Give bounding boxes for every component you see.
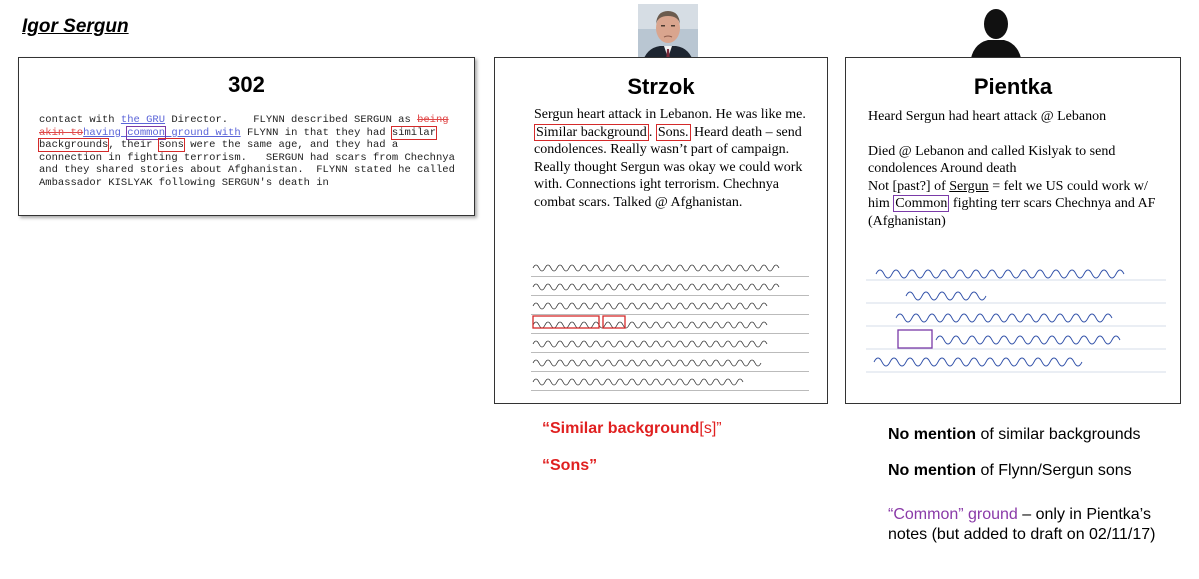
common-highlight: common bbox=[127, 126, 166, 139]
text-line: Heard Sergun had heart attack @ Lebanon bbox=[868, 109, 1107, 124]
panel-302-heading: 302 bbox=[228, 72, 265, 97]
panel-strzok bbox=[494, 57, 828, 404]
sons-highlight: sons bbox=[158, 139, 184, 151]
panel-strzok-heading: Strzok bbox=[627, 74, 695, 99]
pientka-transcription bbox=[868, 108, 1173, 230]
caption-text: – only in Pientka’s notes (but added to draft on 02/11/17) bbox=[888, 506, 1156, 543]
text-line: Died @ Lebanon and called Kislyak to send condolences Around death bbox=[868, 143, 1116, 176]
sons-highlight: Sons. bbox=[657, 124, 689, 140]
strzok-photo bbox=[638, 4, 698, 64]
caption-bold: No mention bbox=[888, 462, 976, 479]
caption-bold: No mention bbox=[888, 426, 976, 443]
panel-302 bbox=[18, 57, 475, 216]
strzok-transcription bbox=[534, 106, 816, 211]
caption-text: “Similar background bbox=[542, 420, 700, 437]
text-fragment: fighting terr scars Chechnya and AF (Afghanistan) bbox=[868, 196, 1156, 229]
struck-text: being bbox=[417, 114, 449, 126]
text-fragment: Sergun bbox=[949, 178, 989, 194]
pientka-handwritten-notes-image bbox=[866, 258, 1166, 388]
text-fragment: , their bbox=[108, 139, 159, 151]
struck-text: akin to bbox=[39, 126, 84, 139]
similar-highlight: similar bbox=[391, 126, 436, 139]
caption-purple: “Common” ground bbox=[888, 506, 1018, 523]
text-fragment: contact with bbox=[39, 114, 121, 126]
pientka-silhouette-icon bbox=[968, 6, 1024, 64]
text-line: connection in fighting terrorism. SERGUN had scars from Chechnya bbox=[39, 151, 455, 164]
inserted-text: having bbox=[83, 126, 128, 139]
similar-background-highlight: Similar background bbox=[536, 124, 647, 140]
text-fragment: Not [past?] of bbox=[868, 178, 950, 194]
text-fragment: FLYNN in that they had bbox=[240, 126, 392, 139]
caption-similar-background bbox=[542, 420, 722, 438]
form-302-text bbox=[39, 114, 469, 189]
caption-text: of similar backgrounds bbox=[976, 426, 1141, 443]
strzok-handwritten-notes-image bbox=[531, 258, 809, 394]
text-fragment: Director. FLYNN described SERGUN as bbox=[165, 114, 418, 126]
text-fragment: . bbox=[648, 124, 656, 140]
text-fragment: Sergun heart attack in Lebanon. He was like me. bbox=[534, 107, 806, 122]
caption-text: [s]” bbox=[699, 420, 722, 437]
caption-no-mention-sons bbox=[888, 462, 1132, 480]
common-highlight: Common bbox=[895, 196, 948, 211]
text-line: and they shared stories about Afghanistan. FLYNN stated he called bbox=[39, 164, 455, 176]
text-line: Ambassador KISLYAK following SERGUN's death in bbox=[39, 176, 329, 189]
panel-pientka-heading: Pientka bbox=[973, 74, 1053, 99]
page-title: Igor Sergun bbox=[22, 16, 129, 37]
text-fragment: = felt we US could work w/ him bbox=[868, 178, 1148, 211]
caption-text: of Flynn/Sergun sons bbox=[976, 462, 1132, 479]
caption-no-mention-backgrounds bbox=[888, 426, 1141, 444]
panel-pientka bbox=[845, 57, 1181, 404]
caption-common-ground bbox=[888, 505, 1178, 545]
text-fragment: were the same age, and they had a bbox=[183, 139, 399, 151]
inserted-text: ground with bbox=[165, 126, 241, 139]
text-fragment: Heard death – send condolences. Really wasn’t part of campaign. Really thought Sergun was okay we could work with. Connections ight terrorism. Chechnya combat scars. Talked @ Afghanistan. bbox=[534, 124, 803, 210]
backgrounds-highlight: backgrounds bbox=[39, 139, 109, 151]
caption-sons: “Sons” bbox=[542, 457, 598, 474]
text-line bbox=[868, 178, 1173, 231]
inserted-text: the GRU bbox=[120, 114, 166, 126]
